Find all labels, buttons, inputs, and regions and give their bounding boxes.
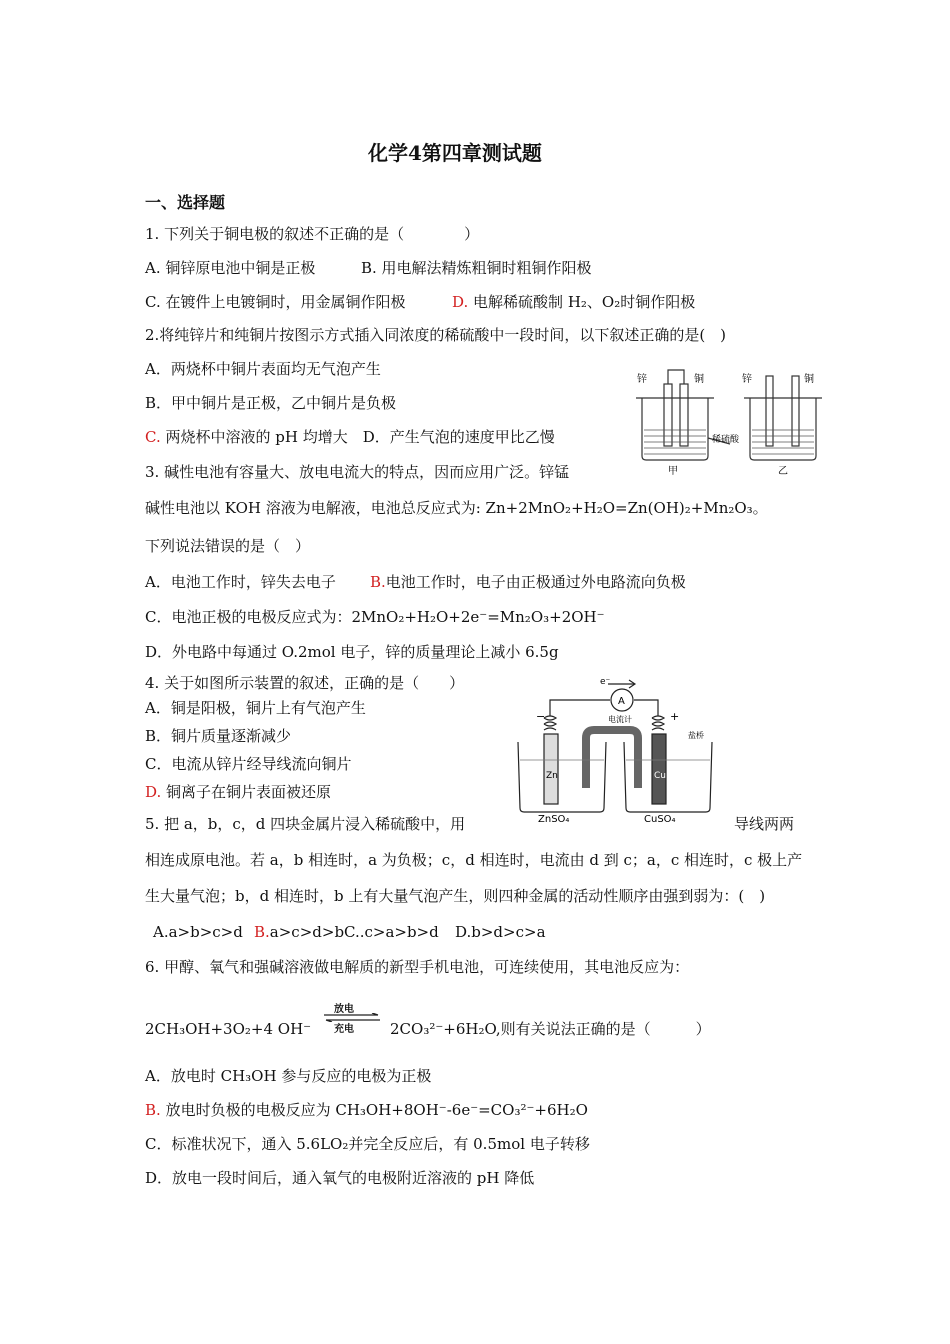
q2-option-c-text: 两烧杯中溶液的 pH 均增大 D．产生气泡的速度甲比乙慢 [165, 428, 555, 446]
q5-option-b-text: a>c>d>b [269, 923, 345, 941]
q1-option-b: B. 用电解法精炼粗铜时粗铜作阳极 [361, 259, 592, 277]
q4-fig-ammeter-label: 电流计 [608, 715, 632, 724]
q1-answer-letter: D. [452, 293, 469, 311]
q6-answer-letter: B. [145, 1101, 161, 1119]
page-title: 化学4第四章测试题 [368, 141, 542, 165]
q2-option-c [145, 427, 555, 447]
q4-fig-minus-sign: − [536, 710, 546, 723]
q6-equation-left: 2CH₃OH+3O₂+4 OH⁻ [145, 1020, 312, 1038]
q5-line1b: 导线两两 [734, 815, 795, 833]
q5-option-b [254, 922, 344, 942]
q5-answer-letter: B. [254, 923, 270, 941]
q4-fig-plus-sign: + [670, 710, 680, 723]
q3-line1: 3. 碱性电池有容量大、放电电流大的特点，因而应用广泛。锌锰 [145, 463, 570, 481]
q4-fig-znso4-label: ZnSO₄ [538, 814, 570, 825]
q6-option-c: C．标准状况下，通入 5.6LO₂并完全反应后，有 0.5mol 电子转移 [145, 1135, 590, 1153]
q2-beaker-figure [632, 364, 822, 476]
q6-reversible-arrow [322, 1000, 382, 1034]
q3-line3: 下列说法错误的是（ ） [145, 537, 311, 555]
q3-option-b-text: 电池工作时，电子由正极通过外电路流向负极 [385, 573, 686, 591]
q4-option-c: C．电流从锌片经导线流向铜片 [145, 755, 352, 773]
q4-answer-letter: D. [145, 783, 162, 801]
q3-option-c: C．电池正极的电极反应式为：2MnO₂+H₂O+2e⁻=Mn₂O₃+2OH⁻ [145, 608, 605, 626]
q1-option-d [452, 292, 695, 312]
q5-line1a: 5. 把 a，b，c，d 四块金属片浸入稀硫酸中，用 [145, 815, 466, 833]
q2-fig-label-zn1: 锌 [637, 374, 647, 385]
q2-fig-label-zn2: 锌 [742, 374, 752, 385]
q1-option-a: A. 铜锌原电池中铜是正极 [145, 259, 316, 277]
q5-option-c: C..c>a>b>d [344, 923, 439, 941]
q1-option-d-text: 电解稀硫酸制 H₂、O₂时铜作阳极 [473, 293, 696, 311]
q3-option-a: A．电池工作时，锌失去电子 [145, 573, 336, 591]
q6-option-b [145, 1100, 588, 1120]
q1-stem: 1. 下列关于铜电极的叙述不正确的是（ ） [145, 225, 480, 243]
q5-line3: 生大量气泡；b，d 相连时，b 上有大量气泡产生，则四种金属的活动性顺序由强到弱为：( ) [145, 887, 766, 905]
q2-option-b: B．甲中铜片是正极，乙中铜片是负极 [145, 394, 397, 412]
q4-option-d-text: 铜离子在铜片表面被还原 [166, 783, 332, 801]
q4-fig-ammeter-symbol: A [618, 696, 625, 707]
q5-option-a: A.a>b>c>d [153, 923, 243, 941]
q2-fig-label-cu2: 铜 [804, 374, 814, 385]
q5-option-d: D.b>d>c>a [455, 923, 546, 941]
q1-option-c: C. 在镀件上电镀铜时，用金属铜作阳极 [145, 293, 406, 311]
q5-line2: 相连成原电池。若 a，b 相连时，a 为负极；c，d 相连时，电流由 d 到 c；a，c 相连时，c 极上产 [145, 851, 803, 869]
q4-option-d [145, 782, 331, 802]
q2-answer-letter: C. [145, 428, 161, 446]
q3-line2: 碱性电池以 KOH 溶液为电解液，电池总反应式为: Zn+2MnO₂+H₂O=Zn(OH)₂+Mn₂O₃。 [145, 499, 768, 517]
q6-arrow-top-label: 放电 [334, 1004, 354, 1015]
q6-option-b-text: 放电时负极的电极反应为 CH₃OH+8OH⁻-6e⁻=CO₃²⁻+6H₂O [165, 1101, 588, 1119]
q3-answer-letter: B. [370, 573, 386, 591]
q2-option-a: A．两烧杯中铜片表面均无气泡产生 [145, 360, 381, 378]
section-heading: 一、选择题 [145, 193, 226, 212]
q2-fig-label-cu1: 铜 [694, 374, 704, 385]
q4-fig-cu-label: Cu [654, 771, 666, 781]
q6-equation-right: 2CO₃²⁻+6H₂O,则有关说法正确的是（ ） [390, 1020, 711, 1038]
q2-fig-label-acid: 稀硫酸 [712, 435, 740, 445]
q4-stem: 4. 关于如图所示装置的叙述，正确的是（ ） [145, 674, 465, 692]
q4-fig-cuso4-label: CuSO₄ [644, 814, 676, 825]
q3-option-d: D．外电路中每通过 O.2mol 电子，锌的质量理论上减小 6.5g [145, 643, 559, 661]
q2-fig-label-jia: 甲 [668, 466, 678, 476]
q6-option-d: D．放电一段时间后，通入氧气的电极附近溶液的 pH 降低 [145, 1169, 535, 1187]
q4-fig-zn-label: Zn [546, 771, 558, 781]
q4-fig-electron-label: e⁻ [600, 677, 611, 687]
q4-galvanic-cell-figure [512, 676, 728, 826]
q2-fig-label-yi: 乙 [778, 466, 788, 476]
q4-option-a: A．铜是阳极，铜片上有气泡产生 [145, 699, 366, 717]
q4-fig-bridge-label: 盐桥 [688, 731, 704, 740]
q2-stem: 2.将纯锌片和纯铜片按图示方式插入同浓度的稀硫酸中一段时间，以下叙述正确的是( ) [145, 326, 727, 344]
q6-stem: 6. 甲醇、氧气和强碱溶液做电解质的新型手机电池，可连续使用，其电池反应为： [145, 958, 690, 976]
q6-arrow-bottom-label: 充电 [334, 1024, 354, 1035]
q3-option-b [370, 572, 686, 592]
q6-option-a: A．放电时 CH₃OH 参与反应的电极为正极 [145, 1067, 432, 1085]
q4-option-b: B．铜片质量逐渐减少 [145, 727, 292, 745]
